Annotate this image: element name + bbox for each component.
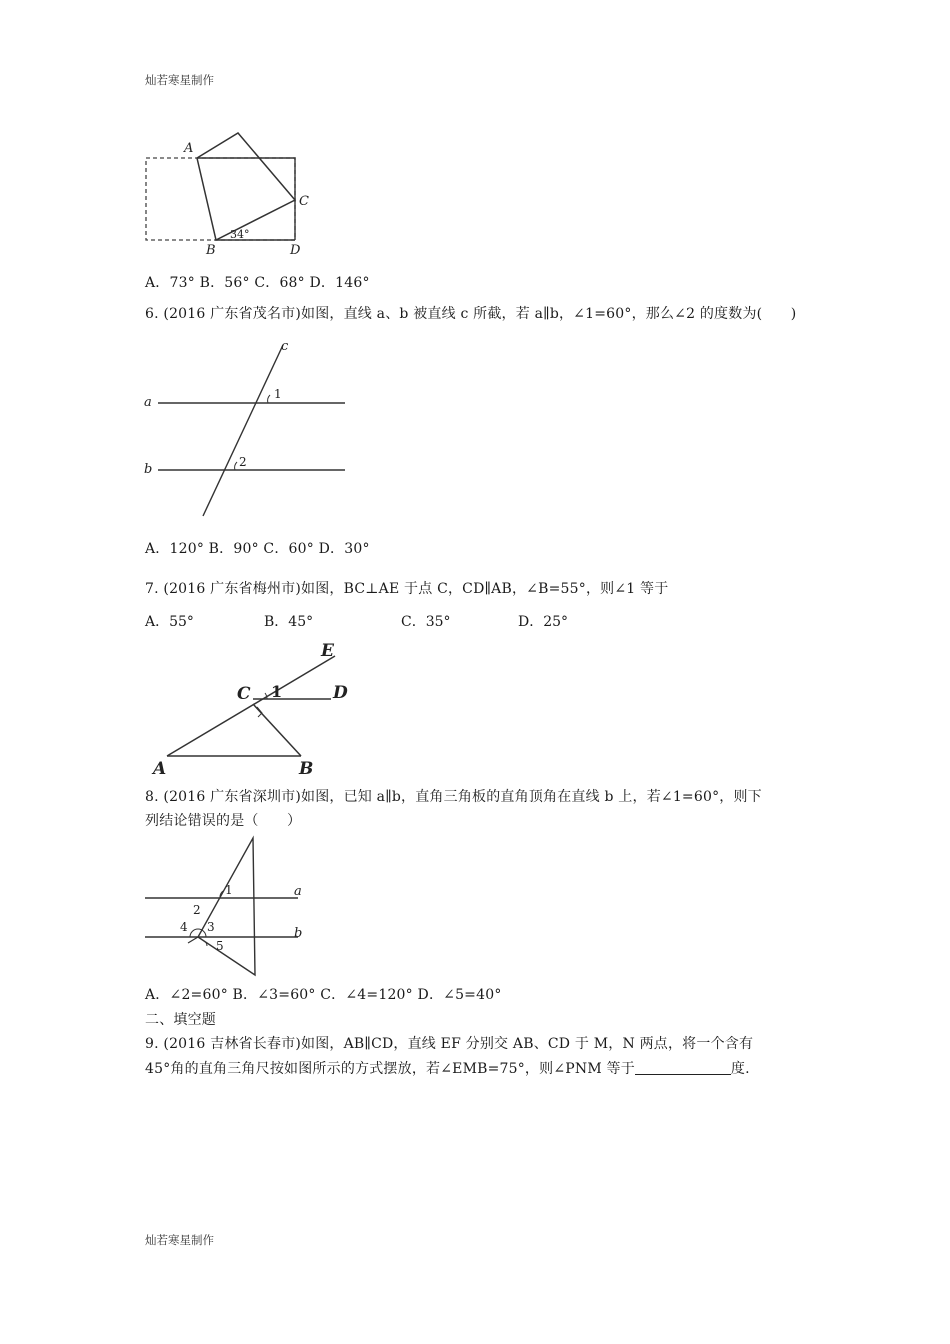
q8-label-4: 4 xyxy=(180,920,188,934)
q8-label-a: a xyxy=(294,884,302,899)
q7-label-e: E xyxy=(321,641,334,661)
q7-option-d: D．25° xyxy=(518,614,569,630)
section-heading: 二、填空题 xyxy=(145,1012,216,1028)
q8-triangle xyxy=(198,838,255,975)
q5-label-a: A xyxy=(184,141,194,156)
q9-answer-blank[interactable] xyxy=(635,1060,731,1075)
q7-question: 7. (2016 广东省梅州市)如图，BC⊥AE 于点 C，CD∥AB，∠B=55°，则∠1 等于 xyxy=(145,581,669,597)
q8-figure xyxy=(140,835,320,980)
q6-line-c xyxy=(203,345,283,516)
q8-question-line2: 列结论错误的是（ ） xyxy=(145,813,302,829)
q8-label-2: 2 xyxy=(193,903,201,917)
q5-label-c: C xyxy=(299,194,309,209)
q7-label-1: 1 xyxy=(271,682,283,701)
page-header: 灿若寒星制作 xyxy=(145,73,214,87)
q7-line-cb xyxy=(253,704,301,756)
q7-option-a: A．55° xyxy=(145,614,194,630)
q7-label-b: B xyxy=(299,759,314,779)
q6-label-b: b xyxy=(144,462,153,477)
q5-dashed-rect xyxy=(146,158,295,240)
q8-label-1: 1 xyxy=(225,883,233,897)
q6-label-1: 1 xyxy=(274,387,282,401)
q7-label-a: A xyxy=(153,759,167,779)
q5-label-d: D xyxy=(290,243,301,258)
q7-label-c: C xyxy=(237,684,251,704)
q8-label-5: 5 xyxy=(216,939,224,953)
page-footer: 灿若寒星制作 xyxy=(145,1233,214,1247)
q6-options: A．120° B．90° C．60° D．30° xyxy=(145,541,370,557)
q9-question-line1: 9. (2016 吉林省长春市)如图，AB∥CD，直线 EF 分别交 AB、CD 于 M，N 两点，将一个含有 xyxy=(145,1036,754,1052)
q5-figure xyxy=(140,128,340,258)
q6-label-2: 2 xyxy=(239,455,247,469)
q5-quadrilateral xyxy=(197,133,295,240)
q7-figure xyxy=(145,638,365,778)
q5-options: A．73° B．56° C．68° D．146° xyxy=(145,275,370,291)
q9-text-before: 45°角的直角三角尺按如图所示的方式摆放，若∠EMB=75°，则∠PNM 等于 xyxy=(145,1061,635,1077)
q7-line-ae xyxy=(167,656,335,756)
q6-label-c: c xyxy=(281,339,289,354)
q8-options: A．∠2=60° B．∠3=60° C．∠4=120° D．∠5=40° xyxy=(145,987,502,1003)
q9-question-line2 xyxy=(145,1058,750,1078)
q5-label-b: B xyxy=(206,243,216,258)
q8-label-b: b xyxy=(294,926,303,941)
q7-option-b: B．45° xyxy=(264,614,314,630)
q6-figure xyxy=(140,340,350,520)
q6-label-a: a xyxy=(144,395,152,410)
q7-label-d: D xyxy=(333,683,348,703)
q9-text-after: 度. xyxy=(730,1061,750,1077)
q8-question-line1: 8. (2016 广东省深圳市)如图，已知 a∥b，直角三角板的直角顶角在直线 b 上，若∠1=60°，则下 xyxy=(145,789,762,805)
q8-label-3: 3 xyxy=(207,920,215,934)
q6-question: 6. (2016 广东省茂名市)如图，直线 a、b 被直线 c 所截，若 a∥b，∠1=60°，那么∠2 的度数为( ) xyxy=(145,306,797,322)
q8-triangle-extend xyxy=(188,937,198,943)
q7-option-c: C．35° xyxy=(401,614,451,630)
q5-angle-label: 34° xyxy=(230,228,250,241)
